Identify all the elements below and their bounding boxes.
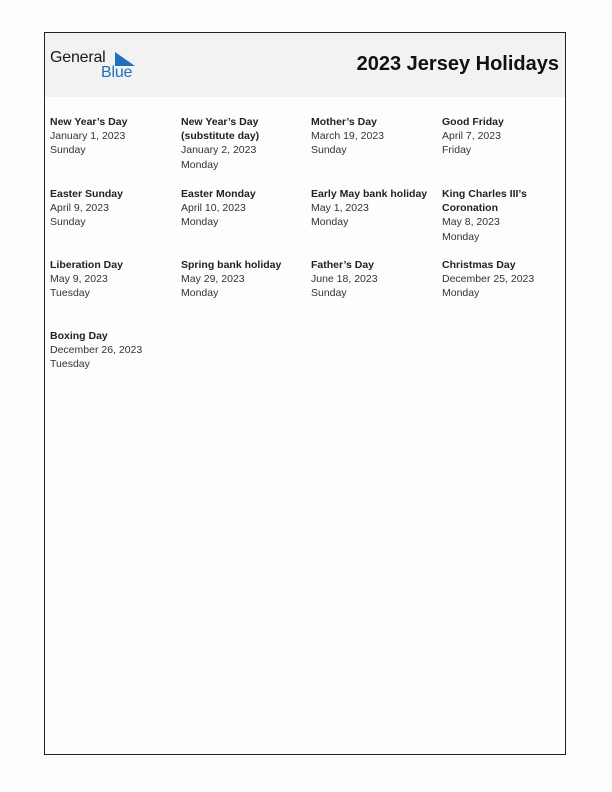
brand-logo xyxy=(50,49,140,83)
holiday-date: May 8, 2023 xyxy=(442,216,500,229)
holiday-weekday: Friday xyxy=(442,144,472,157)
holiday-weekday: Monday xyxy=(442,287,480,300)
holiday-item xyxy=(311,187,436,230)
holiday-item xyxy=(311,258,436,301)
holiday-weekday: Sunday xyxy=(50,144,86,157)
holiday-name: Christmas Day xyxy=(442,259,516,271)
holiday-weekday: Monday xyxy=(181,158,219,171)
holiday-date: May 29, 2023 xyxy=(181,273,245,286)
holiday-name: Easter Monday xyxy=(181,188,256,200)
holiday-name: Easter Sunday xyxy=(50,188,123,200)
holiday-date: April 7, 2023 xyxy=(442,130,501,143)
logo-general-text: General xyxy=(50,49,106,66)
holiday-date: January 1, 2023 xyxy=(50,130,126,143)
holiday-weekday: Tuesday xyxy=(50,287,90,300)
holiday-name: New Year’s Day xyxy=(50,116,128,128)
holiday-name: Liberation Day xyxy=(50,259,123,271)
holiday-weekday: Sunday xyxy=(311,287,347,300)
page-title: 2023 Jersey Holidays xyxy=(356,53,559,75)
holiday-date: March 19, 2023 xyxy=(311,130,384,143)
holiday-weekday: Monday xyxy=(311,216,349,229)
holiday-date: May 1, 2023 xyxy=(311,202,369,215)
holiday-date: May 9, 2023 xyxy=(50,273,108,286)
holiday-weekday: Tuesday xyxy=(50,358,90,371)
holiday-name: Mother’s Day xyxy=(311,116,377,128)
holiday-date: June 18, 2023 xyxy=(311,273,378,286)
holiday-weekday: Sunday xyxy=(50,216,86,229)
holiday-item xyxy=(181,258,306,301)
holiday-name: King Charles III’s Coronation xyxy=(442,188,527,215)
logo-blue-text: Blue xyxy=(101,64,133,81)
holiday-name: Father’s Day xyxy=(311,259,375,271)
holiday-item xyxy=(442,187,542,244)
holiday-weekday: Monday xyxy=(181,216,219,229)
page-header xyxy=(45,33,565,97)
holiday-item xyxy=(311,115,436,158)
holiday-date: January 2, 2023 xyxy=(181,144,257,157)
holiday-item xyxy=(50,329,175,372)
holiday-date: April 9, 2023 xyxy=(50,202,109,215)
holiday-name: Early May bank holiday xyxy=(311,188,428,200)
holiday-name: Good Friday xyxy=(442,116,504,128)
holiday-date: December 25, 2023 xyxy=(442,273,535,286)
holiday-weekday: Monday xyxy=(442,230,480,243)
holiday-date: December 26, 2023 xyxy=(50,344,143,357)
holiday-item xyxy=(50,258,175,301)
holiday-item xyxy=(442,115,567,158)
holiday-date: April 10, 2023 xyxy=(181,202,246,215)
holiday-item xyxy=(181,187,306,230)
holiday-item xyxy=(50,187,175,230)
holiday-weekday: Monday xyxy=(181,287,219,300)
holiday-name: New Year’s Day (substitute day) xyxy=(181,116,260,143)
holiday-item xyxy=(442,258,567,301)
holiday-item xyxy=(181,115,276,172)
holiday-name: Boxing Day xyxy=(50,330,108,342)
holiday-item xyxy=(50,115,175,158)
holiday-name: Spring bank holiday xyxy=(181,259,282,271)
holiday-weekday: Sunday xyxy=(311,144,347,157)
holiday-page xyxy=(44,32,566,755)
